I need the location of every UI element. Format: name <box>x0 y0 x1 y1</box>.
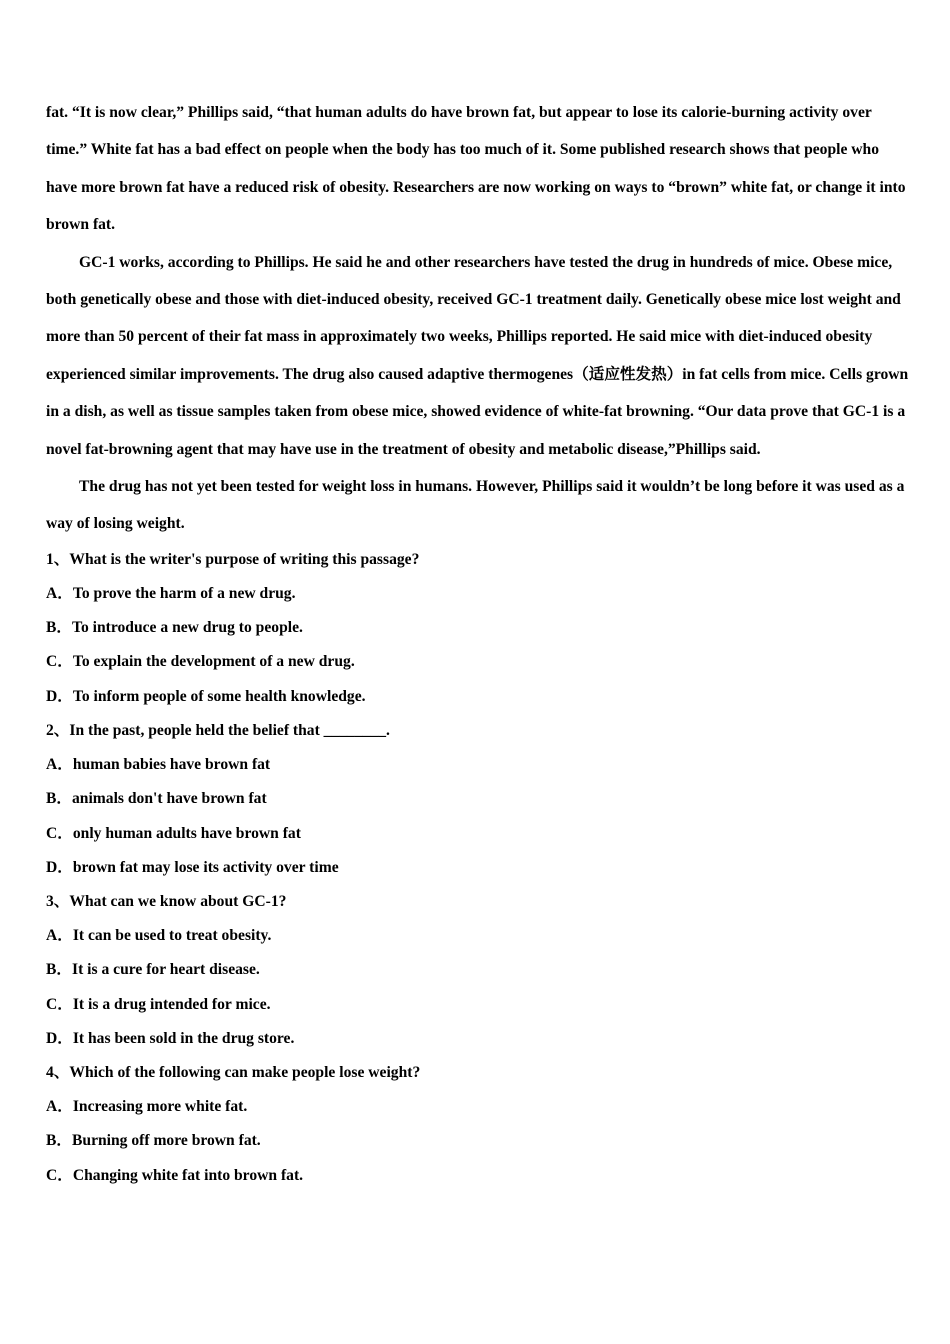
passage-paragraph-3: The drug has not yet been tested for weight loss in humans. However, Phillips said it wouldn’t be long before it was used as a way of losing weight. <box>46 478 905 533</box>
passage-paragraph-2: GC-1 works, according to Phillips. He said he and other researchers have tested the drug in hundreds of mice. Obese mice, both genetically obese and those with diet-induced obesity, received GC-1 treatment daily. Genetically obese mice lost weight and more than 50 percent of their fat mass in approximately two weeks, Phillips reported. He said mice with diet-induced obesity experienced similar improvements. The drug also caused adaptive thermogenes（适应性发热）in fat cells from mice. Cells grown in a dish, as well as tissue samples taken from obese mice, showed evidence of white-fat browning. “Our data prove that GC-1 is a novel fat-browning agent that may have use in the treatment of obesity and metabolic disease,”Phillips said. <box>46 253 909 458</box>
option-b: B．Burning off more brown fat. <box>46 1132 261 1150</box>
option-d: D．To inform people of some health knowledge. <box>46 687 366 705</box>
document-page <box>46 94 910 1193</box>
question-1 <box>46 543 910 714</box>
question-stem: 2、In the past, people held the belief that ________. <box>46 721 390 739</box>
option-a: A．human babies have brown fat <box>46 756 271 774</box>
option-d: D．brown fat may lose its activity over time <box>46 858 339 876</box>
option-b: B．It is a cure for heart disease. <box>46 961 260 979</box>
option-b: B．animals don't have brown fat <box>46 790 267 808</box>
option-b: B．To introduce a new drug to people. <box>46 619 303 637</box>
question-2 <box>46 714 910 885</box>
question-3 <box>46 885 910 1056</box>
passage-paragraph-1: fat. “It is now clear,” Phillips said, “that human adults do have brown fat, but appear to lose its calorie-burning activity over time.” White fat has a bad effect on people when the body has too much of it. Some published research shows that people who have more brown fat have a reduced risk of obesity. Researchers are now working on ways to “brown” white fat, or change it into brown fat. <box>46 104 906 234</box>
question-stem: 4、Which of the following can make people lose weight? <box>46 1063 421 1081</box>
option-c: C．only human adults have brown fat <box>46 824 301 842</box>
option-c: C．It is a drug intended for mice. <box>46 995 271 1013</box>
option-a: A．It can be used to treat obesity. <box>46 927 272 945</box>
option-d: D．It has been sold in the drug store. <box>46 1029 295 1047</box>
question-stem: 1、What is the writer's purpose of writing this passage? <box>46 550 420 568</box>
option-c: C．Changing white fat into brown fat. <box>46 1166 304 1184</box>
option-c: C．To explain the development of a new drug. <box>46 653 355 671</box>
option-a: A．To prove the harm of a new drug. <box>46 585 296 603</box>
question-stem: 3、What can we know about GC-1? <box>46 892 287 910</box>
option-a: A．Increasing more white fat. <box>46 1098 248 1116</box>
question-4 <box>46 1056 910 1193</box>
